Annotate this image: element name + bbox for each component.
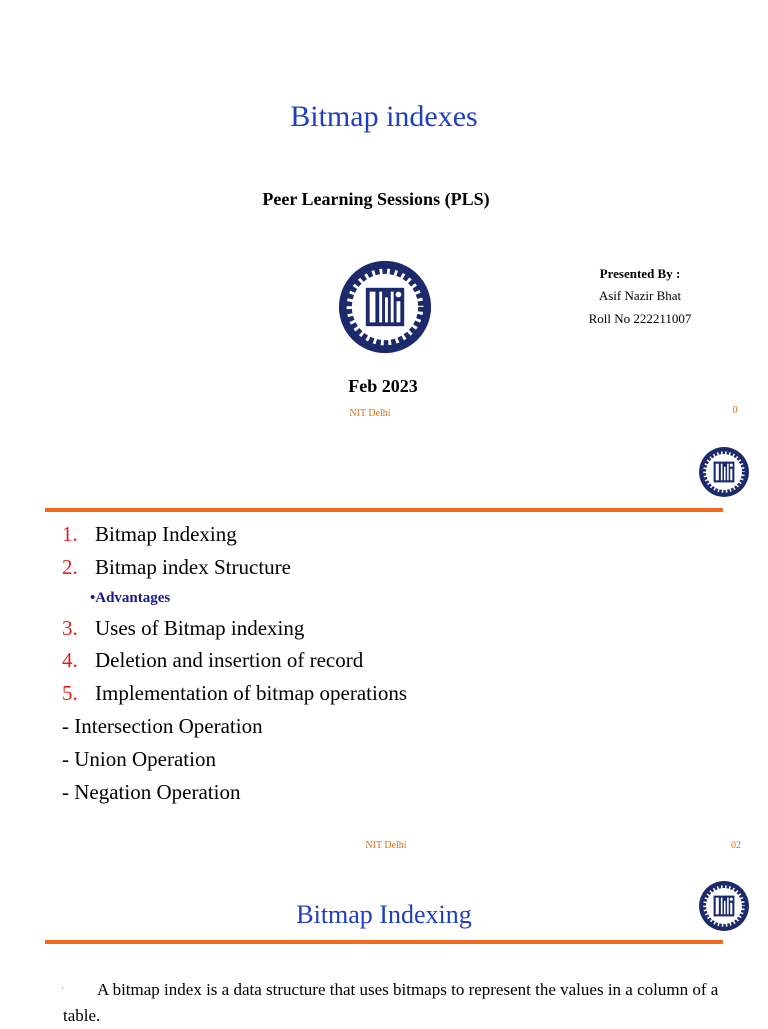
toc-item-number: 5.: [62, 681, 78, 705]
slide2-footer-org: NIT Delhi: [365, 840, 407, 851]
presentation-date: Feb 2023: [348, 376, 418, 396]
toc-sub-item-advantages: •Advantages: [90, 590, 171, 606]
toc-item-number: 1.: [62, 522, 78, 546]
slide2-divider: [45, 508, 723, 512]
toc-item-label: Bitmap index Structure: [95, 555, 291, 579]
slide1-title: Bitmap indexes: [290, 100, 478, 133]
toc-item-number: 3.: [62, 616, 78, 640]
slide3-body-text: A bitmap index is a data structure that uses bitmaps to represent the values in a column of a table.: [63, 980, 719, 1025]
nit-delhi-logo-icon: [337, 259, 433, 355]
slide3-title: Bitmap Indexing: [296, 900, 472, 929]
roll-number: Roll No 222211007: [588, 311, 692, 326]
toc-item-label: Deletion and insertion of record: [95, 648, 364, 672]
slide2-page-number: 02: [731, 840, 741, 851]
toc-item: [62, 681, 702, 714]
slide1-subtitle: Peer Learning Sessions (PLS): [262, 189, 490, 209]
slide1-footer-org: NIT Delhi: [349, 408, 391, 419]
toc-item: [62, 648, 702, 681]
toc-item-number: 4.: [62, 648, 78, 672]
toc-item-label: Bitmap Indexing: [95, 522, 237, 546]
toc-item-label: Uses of Bitmap indexing: [95, 616, 305, 640]
toc-item: [62, 555, 702, 586]
presented-by-label: Presented By :: [599, 266, 681, 281]
presenter-name: Asif Nazir Bhat: [598, 288, 682, 303]
nit-delhi-logo-icon: [698, 446, 750, 498]
table-of-contents: [62, 522, 702, 813]
toc-dash-item: - Union Operation: [62, 747, 216, 771]
toc-dash-item: - Negation Operation: [62, 780, 241, 804]
toc-item: [62, 616, 702, 648]
toc-item-number: 2.: [62, 555, 78, 579]
toc-item: [62, 522, 702, 555]
slide3-divider: [45, 940, 723, 944]
slide1-page-number: 0: [732, 405, 738, 416]
bullet-icon: ': [62, 985, 64, 995]
toc-dash-item: - Intersection Operation: [62, 714, 263, 738]
toc-item-label: Implementation of bitmap operations: [95, 681, 408, 705]
